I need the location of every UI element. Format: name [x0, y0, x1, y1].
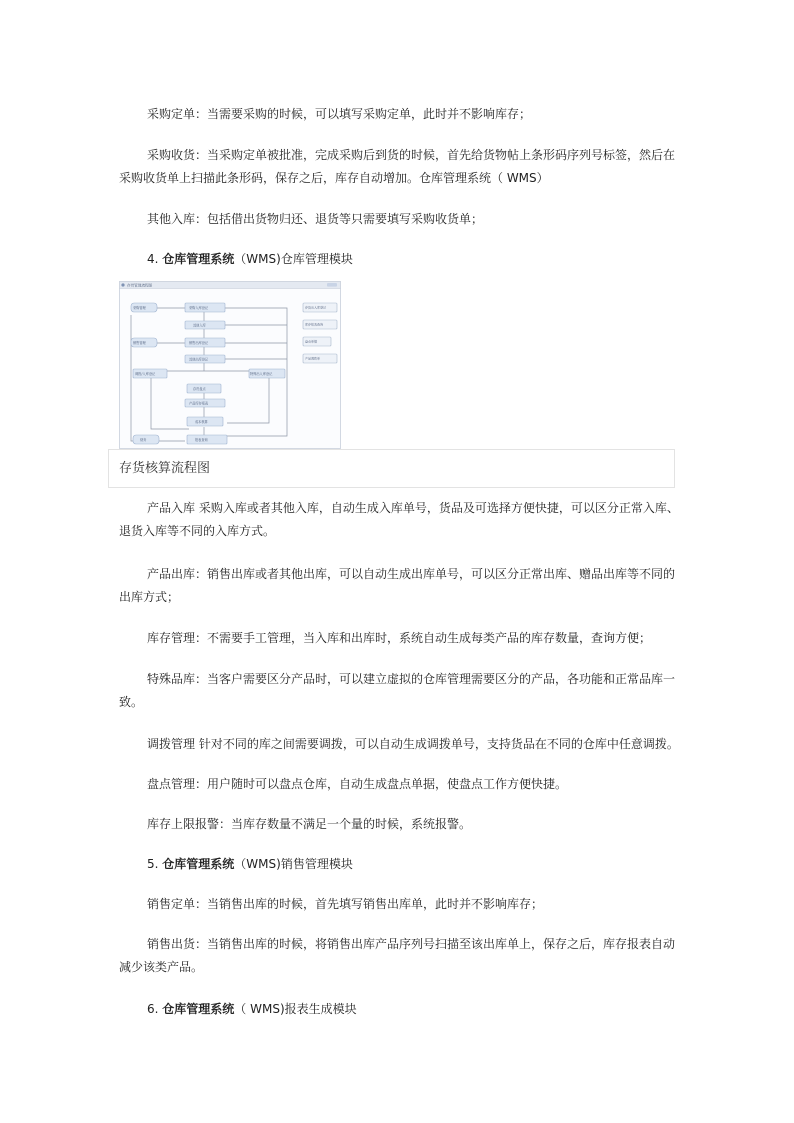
- paragraph-transfer-mgmt: 调拨管理 针对不同的库之间需要调拨，可以自动生成调拨单号，支持货品在不同的仓库中任意调拨。: [147, 737, 679, 751]
- paragraph-stocktake: 盘点管理：用户随时可以盘点仓库，自动生成盘点单据，使盘点工作方便快捷。: [147, 777, 568, 791]
- section-heading-4: [119, 248, 679, 271]
- side-note-1: 存货出入库登记: [305, 305, 327, 310]
- node-purchase-in: 采购入库登记: [189, 305, 209, 310]
- node-cost-calc: 成本核算: [195, 419, 208, 424]
- figure-caption: 存货核算流程图: [108, 449, 675, 488]
- paragraph-other-inbound: 其他入库：包括借出货物归还、退货等只需要填写采购收货单；: [147, 212, 484, 226]
- node-stock-report: 产品库存报表: [189, 401, 209, 406]
- paragraph-special-warehouse: 特殊品库：当客户需要区分产品时，可以建立虚拟的仓库管理需要区分的产品，各功能和正常品库一致。: [119, 672, 676, 709]
- node-sales-mgmt: 销售管理: [133, 340, 146, 345]
- node-sales-out: 销售出库登记: [189, 340, 209, 345]
- node-other-in: 其他入库: [193, 323, 206, 328]
- side-note-2: 库存报表查询: [305, 322, 324, 327]
- paragraph-sales-shipment: 销售出货：当销售出库的时候，将销售出库产品序列号扫描至该出库单上，保存之后，库存报表自动减少该类产品。: [119, 937, 676, 974]
- side-note-3: 盘点单据: [305, 339, 318, 344]
- heading-rest: （WMS)仓库管理模块: [234, 252, 353, 266]
- heading-number: 5.: [147, 857, 159, 871]
- paragraph-product-outbound: 产品出库：销售出库或者其他出库，可以自动生成出库单号，可以区分正常出库、赠品出库等不同的出库方式；: [119, 567, 676, 604]
- side-note-4: 产品调拨单: [305, 356, 321, 361]
- section-heading-6: [119, 998, 679, 1021]
- node-other-out: 其他出库登记: [189, 357, 209, 362]
- heading-rest: （WMS)销售管理模块: [234, 857, 353, 871]
- heading-number: 6.: [147, 1002, 159, 1016]
- node-report: 报表查询: [195, 437, 208, 442]
- heading-number: 4.: [147, 252, 159, 266]
- heading-bold: 仓库管理系统: [162, 857, 235, 871]
- paragraph-purchase-order: 采购定单：当需要采购的时候，可以填写采购定单，此时并不影响库存；: [147, 107, 532, 121]
- diagram-title: 存货管理流程图: [127, 283, 153, 288]
- node-special: 特殊出入库登记: [250, 371, 273, 376]
- paragraph-purchase-receipt: 采购收货：当采购定单被批准，完成采购后到货的时候，首先给货物帖上条形码序列号标签，然后在采购收货单上扫描此条形码，保存之后，库存自动增加。仓库管理系统（ WMS）: [119, 148, 676, 185]
- paragraph-stock-alarm: 库存上限报警：当库存数量不满足一个量的时候，系统报警。: [147, 817, 472, 831]
- inventory-flow-diagram: [119, 281, 341, 449]
- node-transfer: 调拨/入库登记: [135, 371, 156, 376]
- node-stock-check: 存货盘点: [193, 386, 206, 391]
- heading-rest: （ WMS)报表生成模块: [234, 1002, 357, 1016]
- paragraph-product-inbound: 产品入库 采购入库或者其他入库，自动生成入库单号，货品及可选择方便快捷，可以区分正常入库、退货入库等不同的入库方式。: [119, 501, 679, 538]
- node-finance: 财务: [140, 437, 147, 442]
- node-purchase-mgmt: 采购管理: [133, 305, 146, 310]
- section-heading-5: [119, 853, 679, 876]
- paragraph-sales-order: 销售定单：当销售出库的时候，首先填写销售出库单，此时并不影响库存；: [147, 897, 544, 911]
- paragraph-inventory-mgmt: 库存管理：不需要手工管理，当入库和出库时，系统自动生成每类产品的库存数量，查询方便；: [147, 631, 652, 645]
- heading-bold: 仓库管理系统: [162, 1002, 235, 1016]
- heading-bold: 仓库管理系统: [162, 252, 235, 266]
